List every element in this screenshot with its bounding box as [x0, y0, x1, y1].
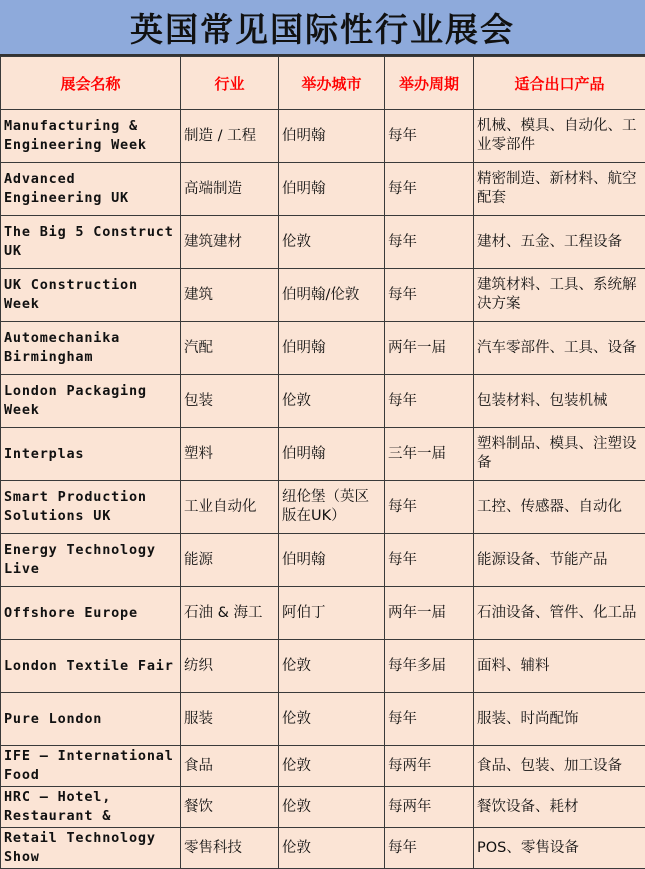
cell-products: 面料、辅料: [474, 640, 645, 693]
cell-city: 伯明翰/伦敦: [279, 269, 385, 322]
cell-cycle: 每年: [385, 216, 474, 269]
cell-products: 包装材料、包装机械: [474, 375, 645, 428]
table-row: [1, 787, 645, 828]
cell-city: 伯明翰: [279, 163, 385, 216]
cell-city: 伯明翰: [279, 110, 385, 163]
cell-city: 伦敦: [279, 746, 385, 787]
cell-expo-name: Automechanika Birmingham: [1, 322, 181, 375]
cell-city: 纽伦堡（英区版在UK）: [279, 481, 385, 534]
cell-industry: 工业自动化: [181, 481, 279, 534]
cell-city: 伦敦: [279, 693, 385, 746]
cell-cycle: 每年: [385, 534, 474, 587]
cell-products: 机械、模具、自动化、工业零部件: [474, 110, 645, 163]
cell-cycle: 三年一届: [385, 428, 474, 481]
cell-city: 伦敦: [279, 375, 385, 428]
cell-industry: 塑料: [181, 428, 279, 481]
cell-city: 伦敦: [279, 787, 385, 828]
cell-industry: 建筑建材: [181, 216, 279, 269]
table-row: [1, 828, 645, 869]
cell-expo-name: Interplas: [1, 428, 181, 481]
cell-city: 伦敦: [279, 828, 385, 869]
table-row: [1, 640, 645, 693]
cell-products: 汽车零部件、工具、设备: [474, 322, 645, 375]
cell-city: 伯明翰: [279, 534, 385, 587]
cell-products: 能源设备、节能产品: [474, 534, 645, 587]
cell-products: 工控、传感器、自动化: [474, 481, 645, 534]
table-row: [1, 322, 645, 375]
column-header-industry: 行业: [181, 57, 279, 110]
cell-expo-name: IFE – International Food: [1, 746, 181, 787]
cell-city: 伯明翰: [279, 322, 385, 375]
cell-city: 伦敦: [279, 216, 385, 269]
cell-expo-name: UK Construction Week: [1, 269, 181, 322]
table-row: [1, 216, 645, 269]
cell-products: 餐饮设备、耗材: [474, 787, 645, 828]
cell-expo-name: Retail Technology Show: [1, 828, 181, 869]
table-row: [1, 110, 645, 163]
table-row: [1, 746, 645, 787]
cell-industry: 能源: [181, 534, 279, 587]
cell-expo-name: Energy Technology Live: [1, 534, 181, 587]
page-title: 英国常见国际性行业展会: [130, 4, 515, 51]
cell-expo-name: Advanced Engineering UK: [1, 163, 181, 216]
table-row: [1, 428, 645, 481]
table-row: [1, 587, 645, 640]
cell-expo-name: Pure London: [1, 693, 181, 746]
column-header-products: 适合出口产品: [474, 57, 645, 110]
cell-industry: 建筑: [181, 269, 279, 322]
cell-expo-name: Offshore Europe: [1, 587, 181, 640]
title-bar: [0, 0, 645, 56]
cell-expo-name: The Big 5 Construct UK: [1, 216, 181, 269]
cell-city: 伦敦: [279, 640, 385, 693]
cell-industry: 餐饮: [181, 787, 279, 828]
table-row: [1, 481, 645, 534]
table-row: [1, 693, 645, 746]
cell-city: 阿伯丁: [279, 587, 385, 640]
cell-industry: 汽配: [181, 322, 279, 375]
cell-cycle: 每两年: [385, 787, 474, 828]
cell-cycle: 每年: [385, 163, 474, 216]
column-header-city: 举办城市: [279, 57, 385, 110]
cell-cycle: 每年: [385, 269, 474, 322]
cell-products: 建材、五金、工程设备: [474, 216, 645, 269]
cell-products: 石油设备、管件、化工品: [474, 587, 645, 640]
cell-industry: 制造 / 工程: [181, 110, 279, 163]
cell-cycle: 每年: [385, 375, 474, 428]
cell-expo-name: Manufacturing & Engineering Week: [1, 110, 181, 163]
cell-products: POS、零售设备: [474, 828, 645, 869]
cell-products: 食品、包装、加工设备: [474, 746, 645, 787]
cell-products: 建筑材料、工具、系统解决方案: [474, 269, 645, 322]
cell-industry: 石油 & 海工: [181, 587, 279, 640]
cell-industry: 高端制造: [181, 163, 279, 216]
cell-city: 伯明翰: [279, 428, 385, 481]
table-row: [1, 375, 645, 428]
cell-cycle: 每年: [385, 110, 474, 163]
cell-expo-name: Smart Production Solutions UK: [1, 481, 181, 534]
column-header-cycle: 举办周期: [385, 57, 474, 110]
cell-cycle: 两年一届: [385, 587, 474, 640]
cell-industry: 食品: [181, 746, 279, 787]
cell-cycle: 每年: [385, 828, 474, 869]
cell-cycle: 每年: [385, 693, 474, 746]
cell-products: 精密制造、新材料、航空配套: [474, 163, 645, 216]
cell-industry: 零售科技: [181, 828, 279, 869]
cell-products: 塑料制品、模具、注塑设备: [474, 428, 645, 481]
cell-industry: 包装: [181, 375, 279, 428]
cell-industry: 纺织: [181, 640, 279, 693]
cell-industry: 服装: [181, 693, 279, 746]
column-header-name: 展会名称: [1, 57, 181, 110]
cell-cycle: 每年多届: [385, 640, 474, 693]
cell-cycle: 每年: [385, 481, 474, 534]
cell-expo-name: HRC – Hotel, Restaurant &: [1, 787, 181, 828]
cell-expo-name: London Textile Fair: [1, 640, 181, 693]
table-row: [1, 269, 645, 322]
table-row: [1, 163, 645, 216]
cell-cycle: 每两年: [385, 746, 474, 787]
cell-products: 服装、时尚配饰: [474, 693, 645, 746]
expo-table: [0, 56, 645, 869]
cell-expo-name: London Packaging Week: [1, 375, 181, 428]
table-row: [1, 534, 645, 587]
header-row: [1, 57, 645, 110]
cell-cycle: 两年一届: [385, 322, 474, 375]
